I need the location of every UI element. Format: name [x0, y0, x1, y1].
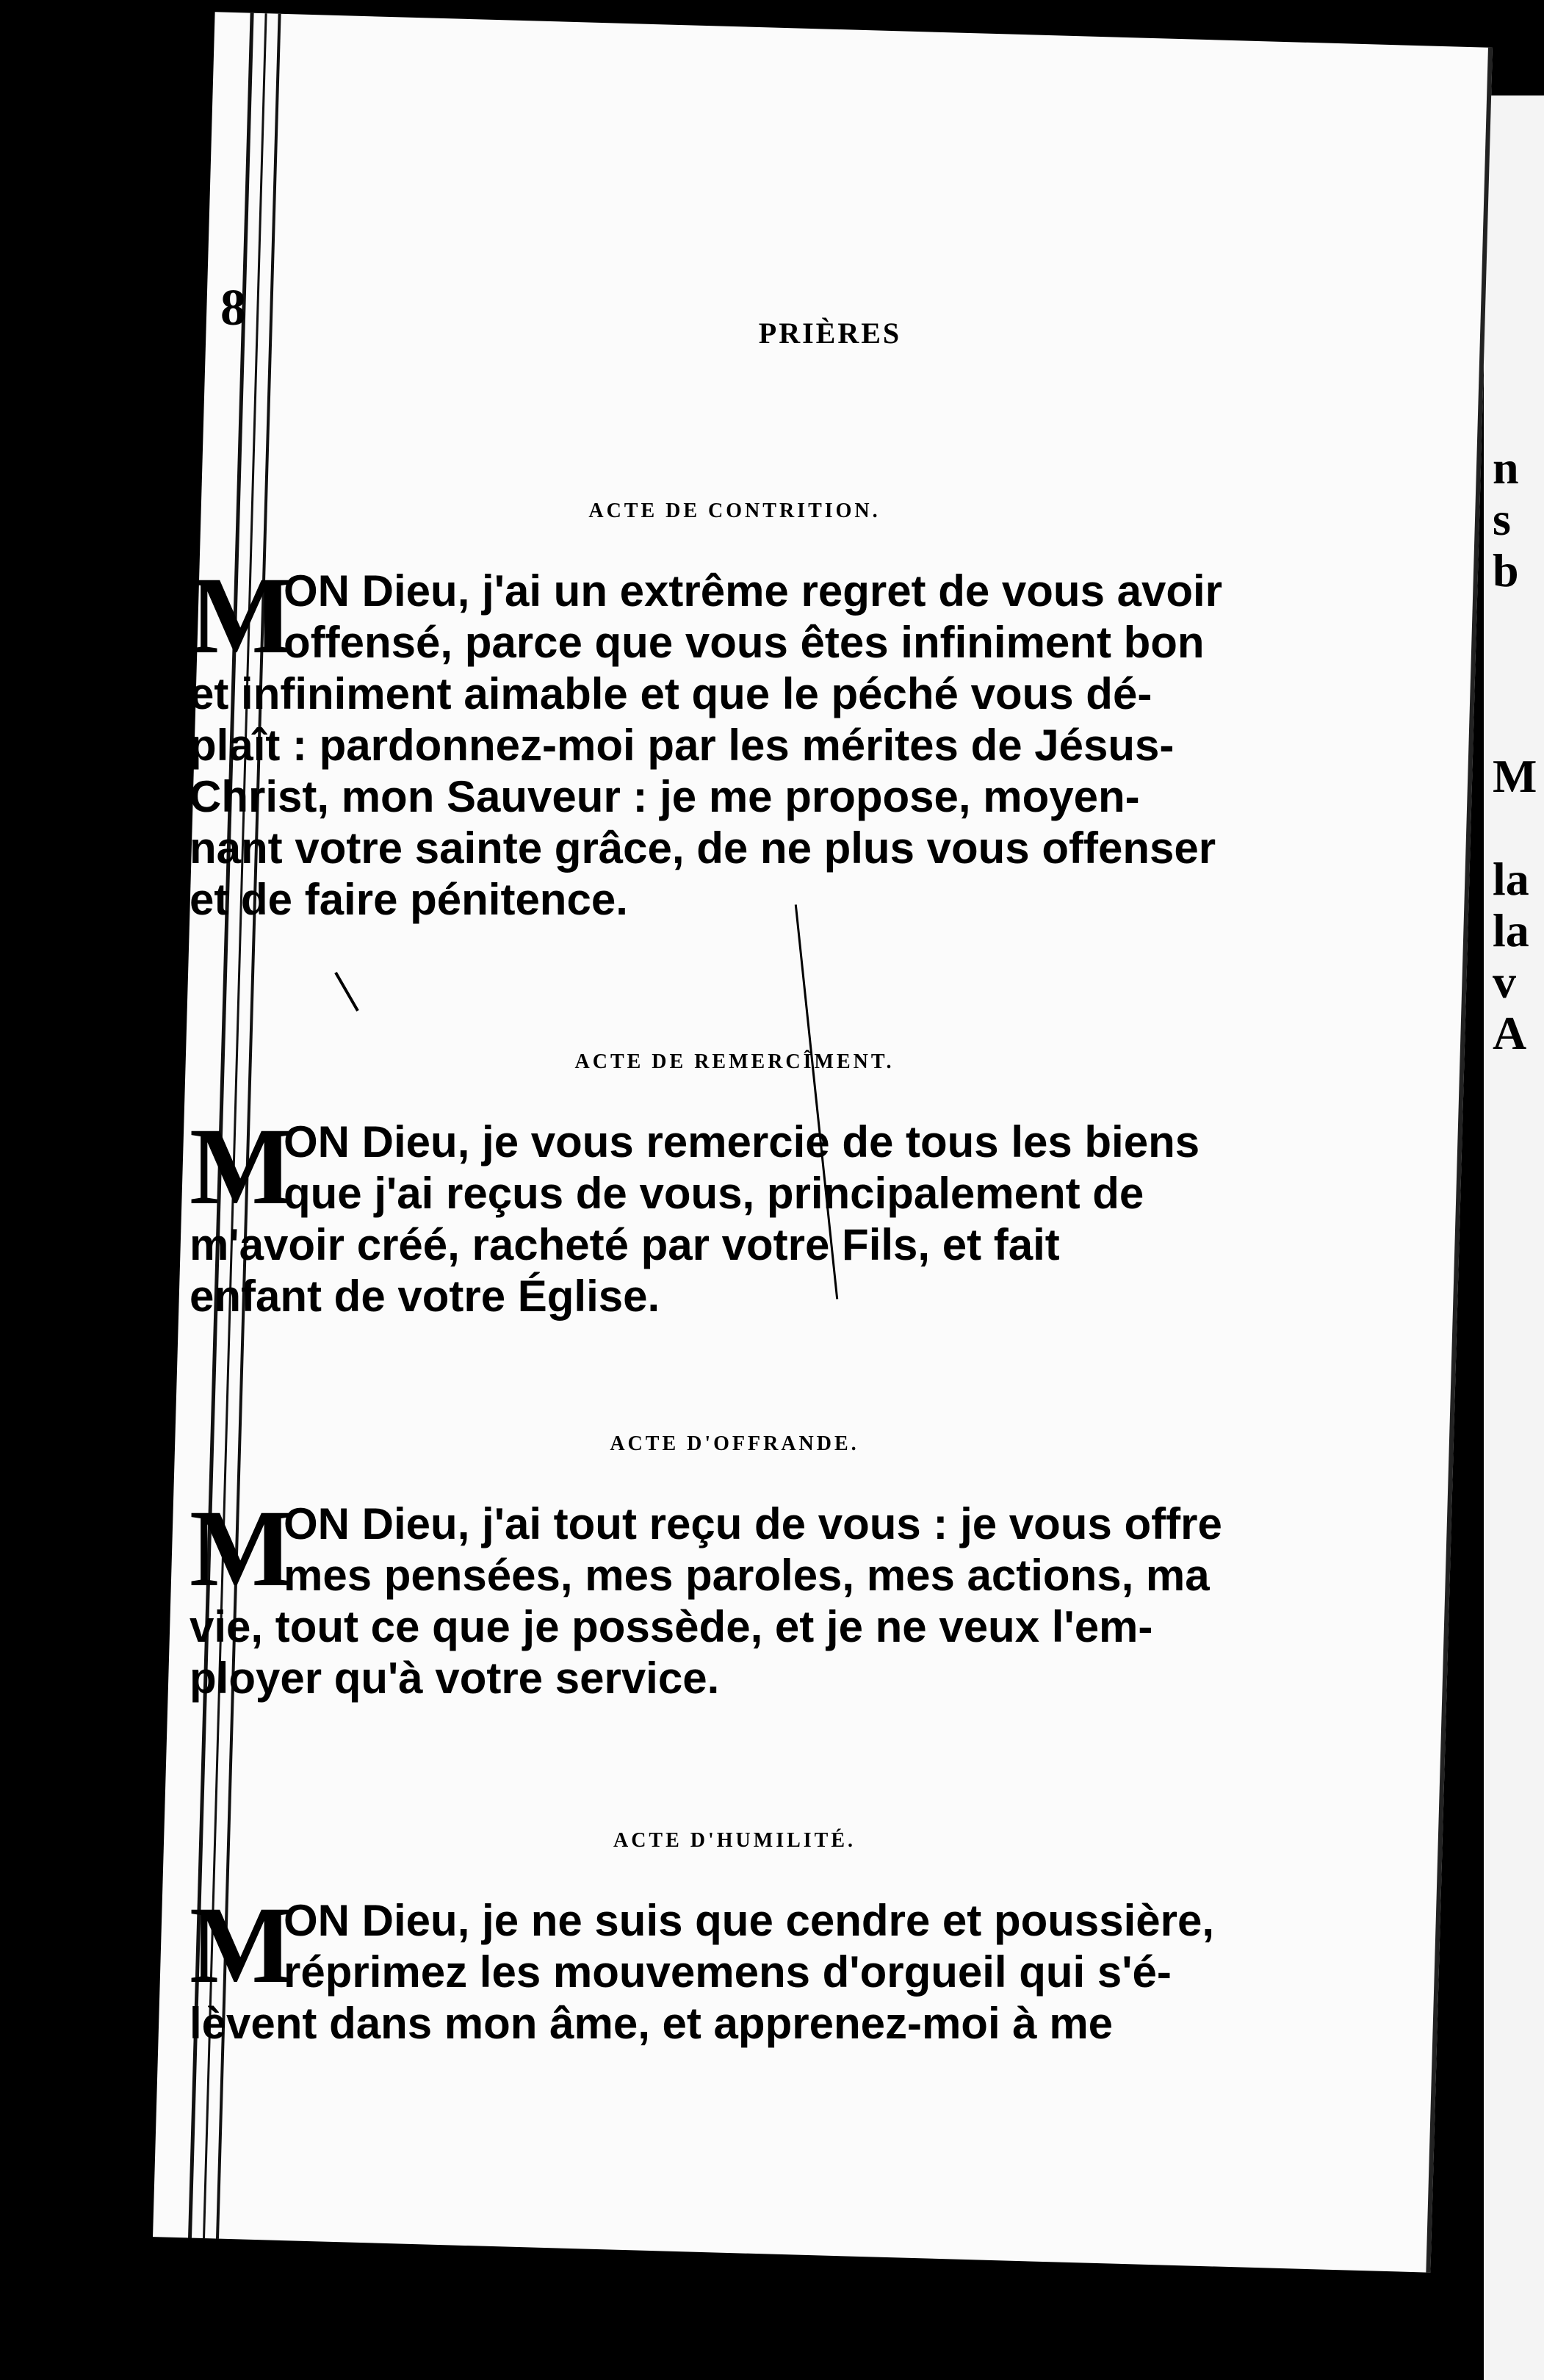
facing-fragment: n: [1493, 441, 1519, 494]
prayer-line: nant votre sainte grâce, de ne plus vous offenser: [190, 823, 1216, 873]
prayer-line: Christ, mon Sauveur : je me propose, moyen-: [190, 772, 1140, 821]
section-heading-remerciment: ACTE DE REMERCÎMENT.: [574, 1050, 895, 1073]
page-number: 8: [220, 280, 246, 336]
facing-fragment: la: [1493, 904, 1529, 956]
drop-cap: M: [190, 1488, 294, 1609]
facing-fragment: M: [1493, 750, 1537, 802]
prayer-line: m'avoir créé, racheté par votre Fils, et fait: [190, 1220, 1060, 1269]
prayer-line: ployer qu'à votre service.: [190, 1654, 720, 1703]
prayer-line: offensé, parce que vous êtes infiniment bon: [284, 618, 1205, 667]
section-heading-contrition: ACTE DE CONTRITION.: [588, 500, 881, 522]
prayer-line: vie, tout ce que je possède, et je ne veux l'em-: [190, 1602, 1153, 1651]
facing-fragment: b: [1493, 544, 1519, 596]
prayer-line: ON Dieu, je vous remercie de tous les biens: [284, 1117, 1200, 1166]
drop-cap: M: [190, 555, 294, 677]
prayer-line: réprimez les mouvemens d'orgueil qui s'é-: [284, 1947, 1172, 1997]
prayer-humilite: [190, 1884, 1365, 2049]
facing-fragment: v: [1493, 956, 1516, 1008]
prayer-line: plaît : pardonnez-moi par les mérites de Jésus-: [190, 721, 1175, 770]
prayer-line: ON Dieu, j'ai tout reçu de vous : je vous offre: [284, 1499, 1222, 1548]
prayer-remerciment: [190, 1106, 1365, 1322]
prayer-line: mes pensées, mes paroles, mes actions, ma: [284, 1551, 1210, 1600]
prayer-line: lèvent dans mon âme, et apprenez-moi à me: [190, 1999, 1114, 2048]
page-gutter: [1426, 48, 1493, 2273]
section-heading-offrande: ACTE D'OFFRANDE.: [610, 1432, 859, 1455]
prayer-contrition: [190, 555, 1365, 926]
prayer-offrande: [190, 1488, 1365, 1704]
prayer-line: que j'ai reçus de vous, principalement de: [284, 1169, 1144, 1218]
facing-fragment: s: [1493, 493, 1511, 545]
prayer-line: ON Dieu, j'ai un extrême regret de vous avoir: [284, 566, 1223, 616]
running-head: PRIÈRES: [758, 317, 902, 350]
drop-cap: M: [190, 1884, 294, 2006]
prayer-line: enfant de votre Église.: [190, 1272, 660, 1321]
facing-page: [1484, 95, 1544, 2380]
facing-fragment: A: [1493, 1007, 1527, 1059]
section-heading-humilite: ACTE D'HUMILITÉ.: [613, 1829, 856, 1852]
prayer-line: et infiniment aimable et que le péché vous dé-: [190, 669, 1152, 718]
drop-cap: M: [190, 1106, 294, 1227]
prayer-line: et de faire pénitence.: [190, 875, 628, 924]
facing-fragment: la: [1493, 853, 1529, 905]
prayer-line: ON Dieu, je ne suis que cendre et poussière,: [284, 1896, 1215, 1945]
